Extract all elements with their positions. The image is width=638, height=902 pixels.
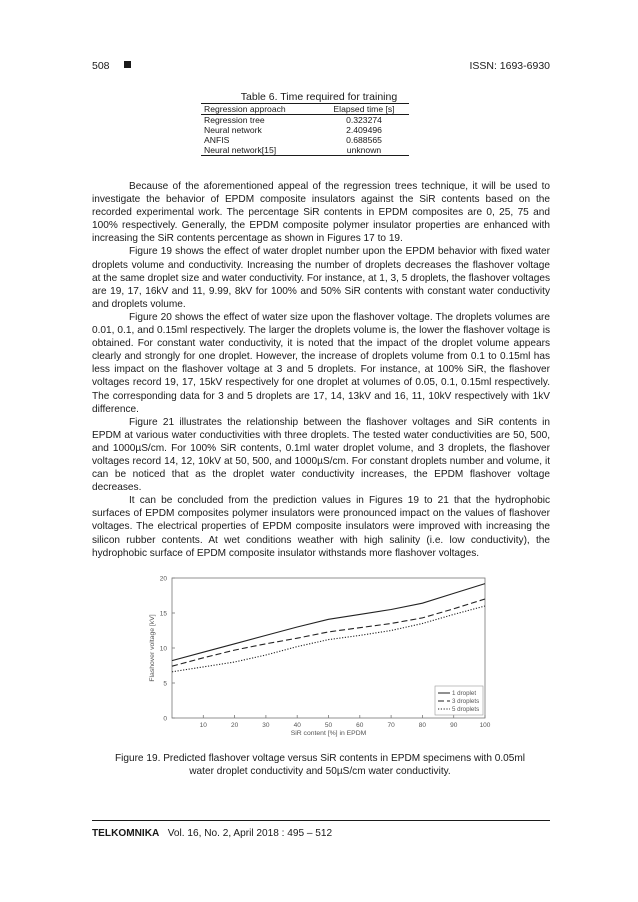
x-tick-label: 90 [450,722,458,729]
y-tick-label: 10 [159,645,167,653]
table-cell: 2.409496 [346,125,382,135]
page-header [92,60,550,74]
y-tick-label: 15 [159,610,167,618]
training-time-table [201,103,409,156]
table-caption: Table 6. Time required for training [240,91,398,103]
x-tick-label: 50 [324,722,333,729]
x-tick-label: 30 [262,722,270,729]
legend-label: 1 droplet [452,690,477,698]
y-tick-label: 20 [159,575,167,583]
table-cell: unknown [316,145,409,156]
x-tick-label: 70 [387,722,395,729]
column-header: Regression approach [201,104,316,115]
x-tick-label: 80 [418,722,427,729]
legend-label: 5 droplets [452,706,480,714]
figure-caption: Figure 19. Predicted flashover voltage versus SiR contents in EPDM specimens with 0.05ml water droplet conductivity and 50µS/cm water conductivity. [114,753,526,777]
y-tick-label: 5 [163,680,167,688]
body-text [92,180,550,560]
paragraph: Because of the aforementioned appeal of the regression trees technique, it will be used to investigate the behavior of EPDM composite insulators against the SiR contents based on the recorded experimental work. The percentage SiR contents in EPDM composites are 0, 25, 75 and 100% respectively. Generally, the EPDM composite polymer insulator properties are enhanced with increasing the SiR contents percentage as shown in Figures 17 to 19. [92,181,550,245]
table-row [201,145,409,156]
series-line-1 [172,584,485,661]
page-footer [92,828,332,839]
table-cell: 0.323274 [346,115,382,125]
table-row [201,115,409,126]
column-header: Elapsed time [s] [316,104,409,115]
table-cell: Neural network[15] [201,145,316,156]
legend-label: 3 droplets [452,698,480,706]
paragraph: Figure 21 illustrates the relationship between the flashover voltages and SiR contents in EPDM at various water conductivities with three droplets. The tested water conductivities are 50, 500, and 1000µS/cm. For 100% SiR contents, 0.1ml water droplet volume, and 3 droplets, the flashover voltages record 14, 12, 10kV at 50, 500, and 1000µS/cm. For constant droplets number and volume, it can be noticed that as the droplet water conductivity increases, the EPDM flashover voltage decreases. [92,416,550,494]
table-header-row [201,104,409,115]
x-axis-label: SiR content [%] in EPDM [290,730,367,737]
series-line-3 [172,606,485,672]
issn: ISSN: 1693-6930 [469,60,550,72]
table-cell: 0.688565 [346,135,382,145]
table-row [201,135,409,145]
journal-name: TELKOMNIKA [92,828,160,839]
series-line-2 [172,599,485,666]
header-square-icon [114,60,131,72]
y-axis-label: Flashover voltage [kV] [149,614,156,682]
citation: Vol. 16, No. 2, April 2018 : 495 – 512 [167,828,333,839]
flashover-chart [142,566,502,746]
paragraph: Figure 19 shows the effect of water droplet number upon the EPDM behavior with fixed water droplets volume and conductivity. Increasing the number of droplets decreases the flashover voltage at the same droplet size and water conductivity. For instance, at 1, 3, 5 droplets, the flashover voltages are 19, 17, 16kV and 11, 9.99, 8kV for 100% and 50% SiR contents with constant water conductivity and droplets volume. [92,246,550,310]
x-tick-label: 100 [479,722,491,729]
table-cell: Regression tree [204,115,265,125]
x-tick-label: 60 [356,722,364,729]
page-number: 508 [92,60,110,72]
paragraph: It can be concluded from the prediction values in Figures 19 to 21 that the hydrophobic surfaces of EPDM composites polymer insulators were pronounced impact on the values of flashover voltages. The electrical properties of EPDM composite insulators were improved with increasing the silicon rubber contents. At wet conditions weather with high salinity (i.e. low conductivity), the hydrophobic surface of EPDM composite insulator withstands more flashover voltages. [92,495,550,559]
x-tick-label: 10 [199,722,207,729]
table-cell: Neural network [204,125,262,135]
x-tick-label: 40 [293,722,301,729]
x-tick-label: 20 [230,722,239,729]
footer-rule [92,820,550,821]
table-row [201,125,409,135]
table-cell: ANFIS [204,135,230,145]
y-tick-label: 0 [163,715,167,723]
paragraph: Figure 20 shows the effect of water size upon the flashover voltage. The droplets volumes are 0.01, 0.1, and 0.15ml respectively. The larger the droplets volume is, the lower the flashover voltage is obtained. For constant water conductivity, it is noted that the impact of the droplet volume appears clearly and strongly for one droplet. However, the increase of droplets volume from 0.1 to 0.15ml has less impact on the flashover voltage at 3 and 5 droplets. For instance, at 100% SiR, the flashover voltages record 19, 17, 15kV respectively for one droplet at volumes of 0.05, 0.1, 0.15ml respectively. The corresponding data for 3 and 5 droplets are 17, 14, 13kV and 16, 11, 10kV respectively with 1kV difference. [92,311,550,415]
